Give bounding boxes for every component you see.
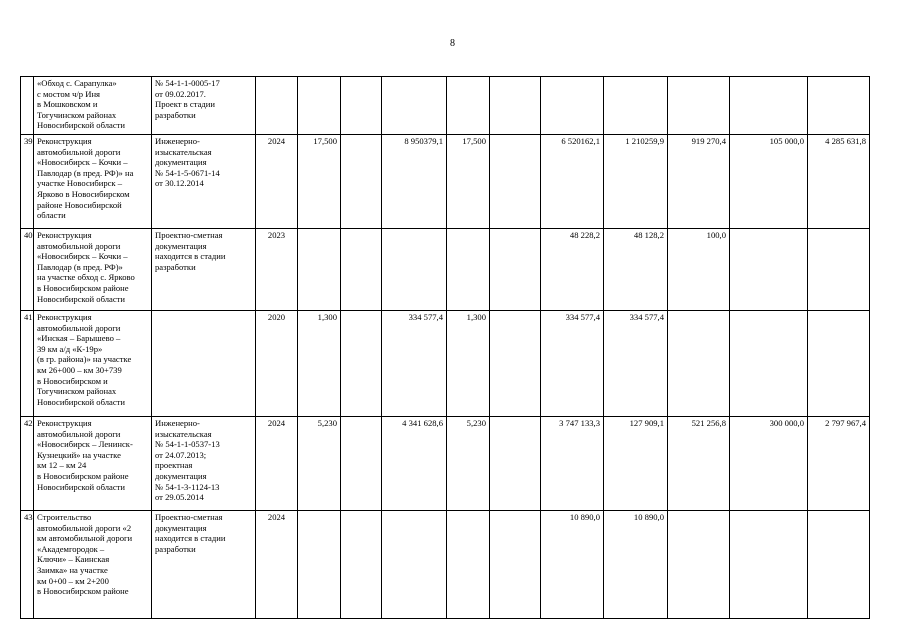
- cell-length-2: 1,300: [447, 311, 490, 417]
- cell-object-name: Строительство автомобильной дороги «2 км автомобильной дороги «Академгородок – Ключи» – Каинская Заимка» на участке км 0+00 – км 2+200 в Новосибирском районе: [34, 511, 152, 619]
- cell-length: [298, 229, 341, 311]
- cell-amount-other: [730, 229, 808, 311]
- cell-col-8: [490, 311, 541, 417]
- cell-object-name: «Обход с. Сарапулка» с мостом ч/р Иня в Мошковском и Тогучинском районах Новосибирской области: [34, 77, 152, 135]
- cell-year: 2024: [256, 417, 298, 511]
- cell-object-name: Реконструкция автомобильной дороги «Инская – Барышево – 39 км а/д «К-19р» (в гр. района)» на участке км 26+000 – км 30+739 в Новосибирском и Тогучинском районах Новосибирской области: [34, 311, 152, 417]
- page-number: 8: [450, 38, 455, 49]
- cell-object-name: Реконструкция автомобильной дороги «Новосибирск – Кочки – Павлодар (в пред. РФ)» на участке Новосибирск – Ярково в Новосибирском районе Новосибирской области: [34, 135, 152, 229]
- cell-amount-federal: 10 890,0: [604, 511, 668, 619]
- cell-year: 2024: [256, 135, 298, 229]
- cell-amount-other: [730, 77, 808, 135]
- cell-length-2: [447, 511, 490, 619]
- cell-col-8: [490, 229, 541, 311]
- cell-object-name: Реконструкция автомобильной дороги «Новосибирск – Ленинск- Кузнецкий» на участке км 12 – км 24 в Новосибирском районе Новосибирской области: [34, 417, 152, 511]
- cell-amount-other: 105 000,0: [730, 135, 808, 229]
- cell-col-8: [490, 77, 541, 135]
- cell-length-2: 17,500: [447, 135, 490, 229]
- table-row: [21, 511, 870, 619]
- cell-length: 1,300: [298, 311, 341, 417]
- cell-row-number: 42: [21, 417, 34, 511]
- cell-amount-remaining: 4 285 631,8: [808, 135, 870, 229]
- cell-cost-total: 8 950379,1: [382, 135, 447, 229]
- cell-length: [298, 511, 341, 619]
- cell-amount-regional: [668, 311, 730, 417]
- cell-col-5: [341, 135, 382, 229]
- cell-cost-total: [382, 77, 447, 135]
- cell-col-8: [490, 135, 541, 229]
- cell-col-5: [341, 417, 382, 511]
- cell-length: 5,230: [298, 417, 341, 511]
- cell-length-2: 5,230: [447, 417, 490, 511]
- cell-col-5: [341, 229, 382, 311]
- cell-amount-federal: 48 128,2: [604, 229, 668, 311]
- cell-amount-total: [541, 77, 604, 135]
- cell-amount-regional: 521 256,8: [668, 417, 730, 511]
- cell-amount-total: 48 228,2: [541, 229, 604, 311]
- cell-amount-federal: 334 577,4: [604, 311, 668, 417]
- cell-documentation: Проектно-сметная документация находится в стадии разработки: [152, 511, 256, 619]
- cell-row-number: 43: [21, 511, 34, 619]
- cell-documentation: Инженерно- изыскательская № 54-1-1-0537-13 от 24.07.2013; проектная документация № 54-1-3-1124-13 от 29.05.2014: [152, 417, 256, 511]
- cell-amount-other: 300 000,0: [730, 417, 808, 511]
- cell-amount-regional: 919 270,4: [668, 135, 730, 229]
- cell-row-number: 41: [21, 311, 34, 417]
- cell-length-2: [447, 77, 490, 135]
- cell-amount-federal: [604, 77, 668, 135]
- cell-row-number: 40: [21, 229, 34, 311]
- cell-cost-total: [382, 229, 447, 311]
- table-row: [21, 135, 870, 229]
- cell-col-5: [341, 511, 382, 619]
- cell-amount-other: [730, 511, 808, 619]
- cell-amount-other: [730, 311, 808, 417]
- cell-row-number: 39: [21, 135, 34, 229]
- cell-amount-total: 6 520162,1: [541, 135, 604, 229]
- cell-amount-regional: [668, 511, 730, 619]
- cell-amount-remaining: [808, 77, 870, 135]
- table-row: [21, 77, 870, 135]
- cell-amount-federal: 1 210259,9: [604, 135, 668, 229]
- cell-amount-federal: 127 909,1: [604, 417, 668, 511]
- cell-col-8: [490, 511, 541, 619]
- cell-length: [298, 77, 341, 135]
- cell-amount-total: 3 747 133,3: [541, 417, 604, 511]
- cell-cost-total: 4 341 628,6: [382, 417, 447, 511]
- cell-year: 2023: [256, 229, 298, 311]
- cell-amount-remaining: 2 797 967,4: [808, 417, 870, 511]
- cell-amount-regional: [668, 77, 730, 135]
- table-row: [21, 311, 870, 417]
- cell-col-8: [490, 417, 541, 511]
- cell-amount-regional: 100,0: [668, 229, 730, 311]
- cell-col-5: [341, 77, 382, 135]
- table-row: [21, 417, 870, 511]
- cell-length-2: [447, 229, 490, 311]
- cell-year: [256, 77, 298, 135]
- cell-row-number: [21, 77, 34, 135]
- cell-year: 2024: [256, 511, 298, 619]
- cell-amount-total: 334 577,4: [541, 311, 604, 417]
- cell-object-name: Реконструкция автомобильной дороги «Новосибирск – Кочки – Павлодар (в пред. РФ)» на участке обход с. Ярково в Новосибирском районе Новосибирской области: [34, 229, 152, 311]
- table-row: [21, 229, 870, 311]
- cell-cost-total: [382, 511, 447, 619]
- cell-amount-total: 10 890,0: [541, 511, 604, 619]
- cell-documentation: [152, 311, 256, 417]
- cell-amount-remaining: [808, 511, 870, 619]
- cell-amount-remaining: [808, 229, 870, 311]
- cell-documentation: № 54-1-1-0005-17 от 09.02.2017. Проект в стадии разработки: [152, 77, 256, 135]
- cell-year: 2020: [256, 311, 298, 417]
- roads-table: [20, 76, 870, 619]
- cell-length: 17,500: [298, 135, 341, 229]
- cell-amount-remaining: [808, 311, 870, 417]
- cell-documentation: Инженерно- изыскательская документация № 54-1-5-0671-14 от 30.12.2014: [152, 135, 256, 229]
- cell-documentation: Проектно-сметная документация находится в стадии разработки: [152, 229, 256, 311]
- cell-cost-total: 334 577,4: [382, 311, 447, 417]
- cell-col-5: [341, 311, 382, 417]
